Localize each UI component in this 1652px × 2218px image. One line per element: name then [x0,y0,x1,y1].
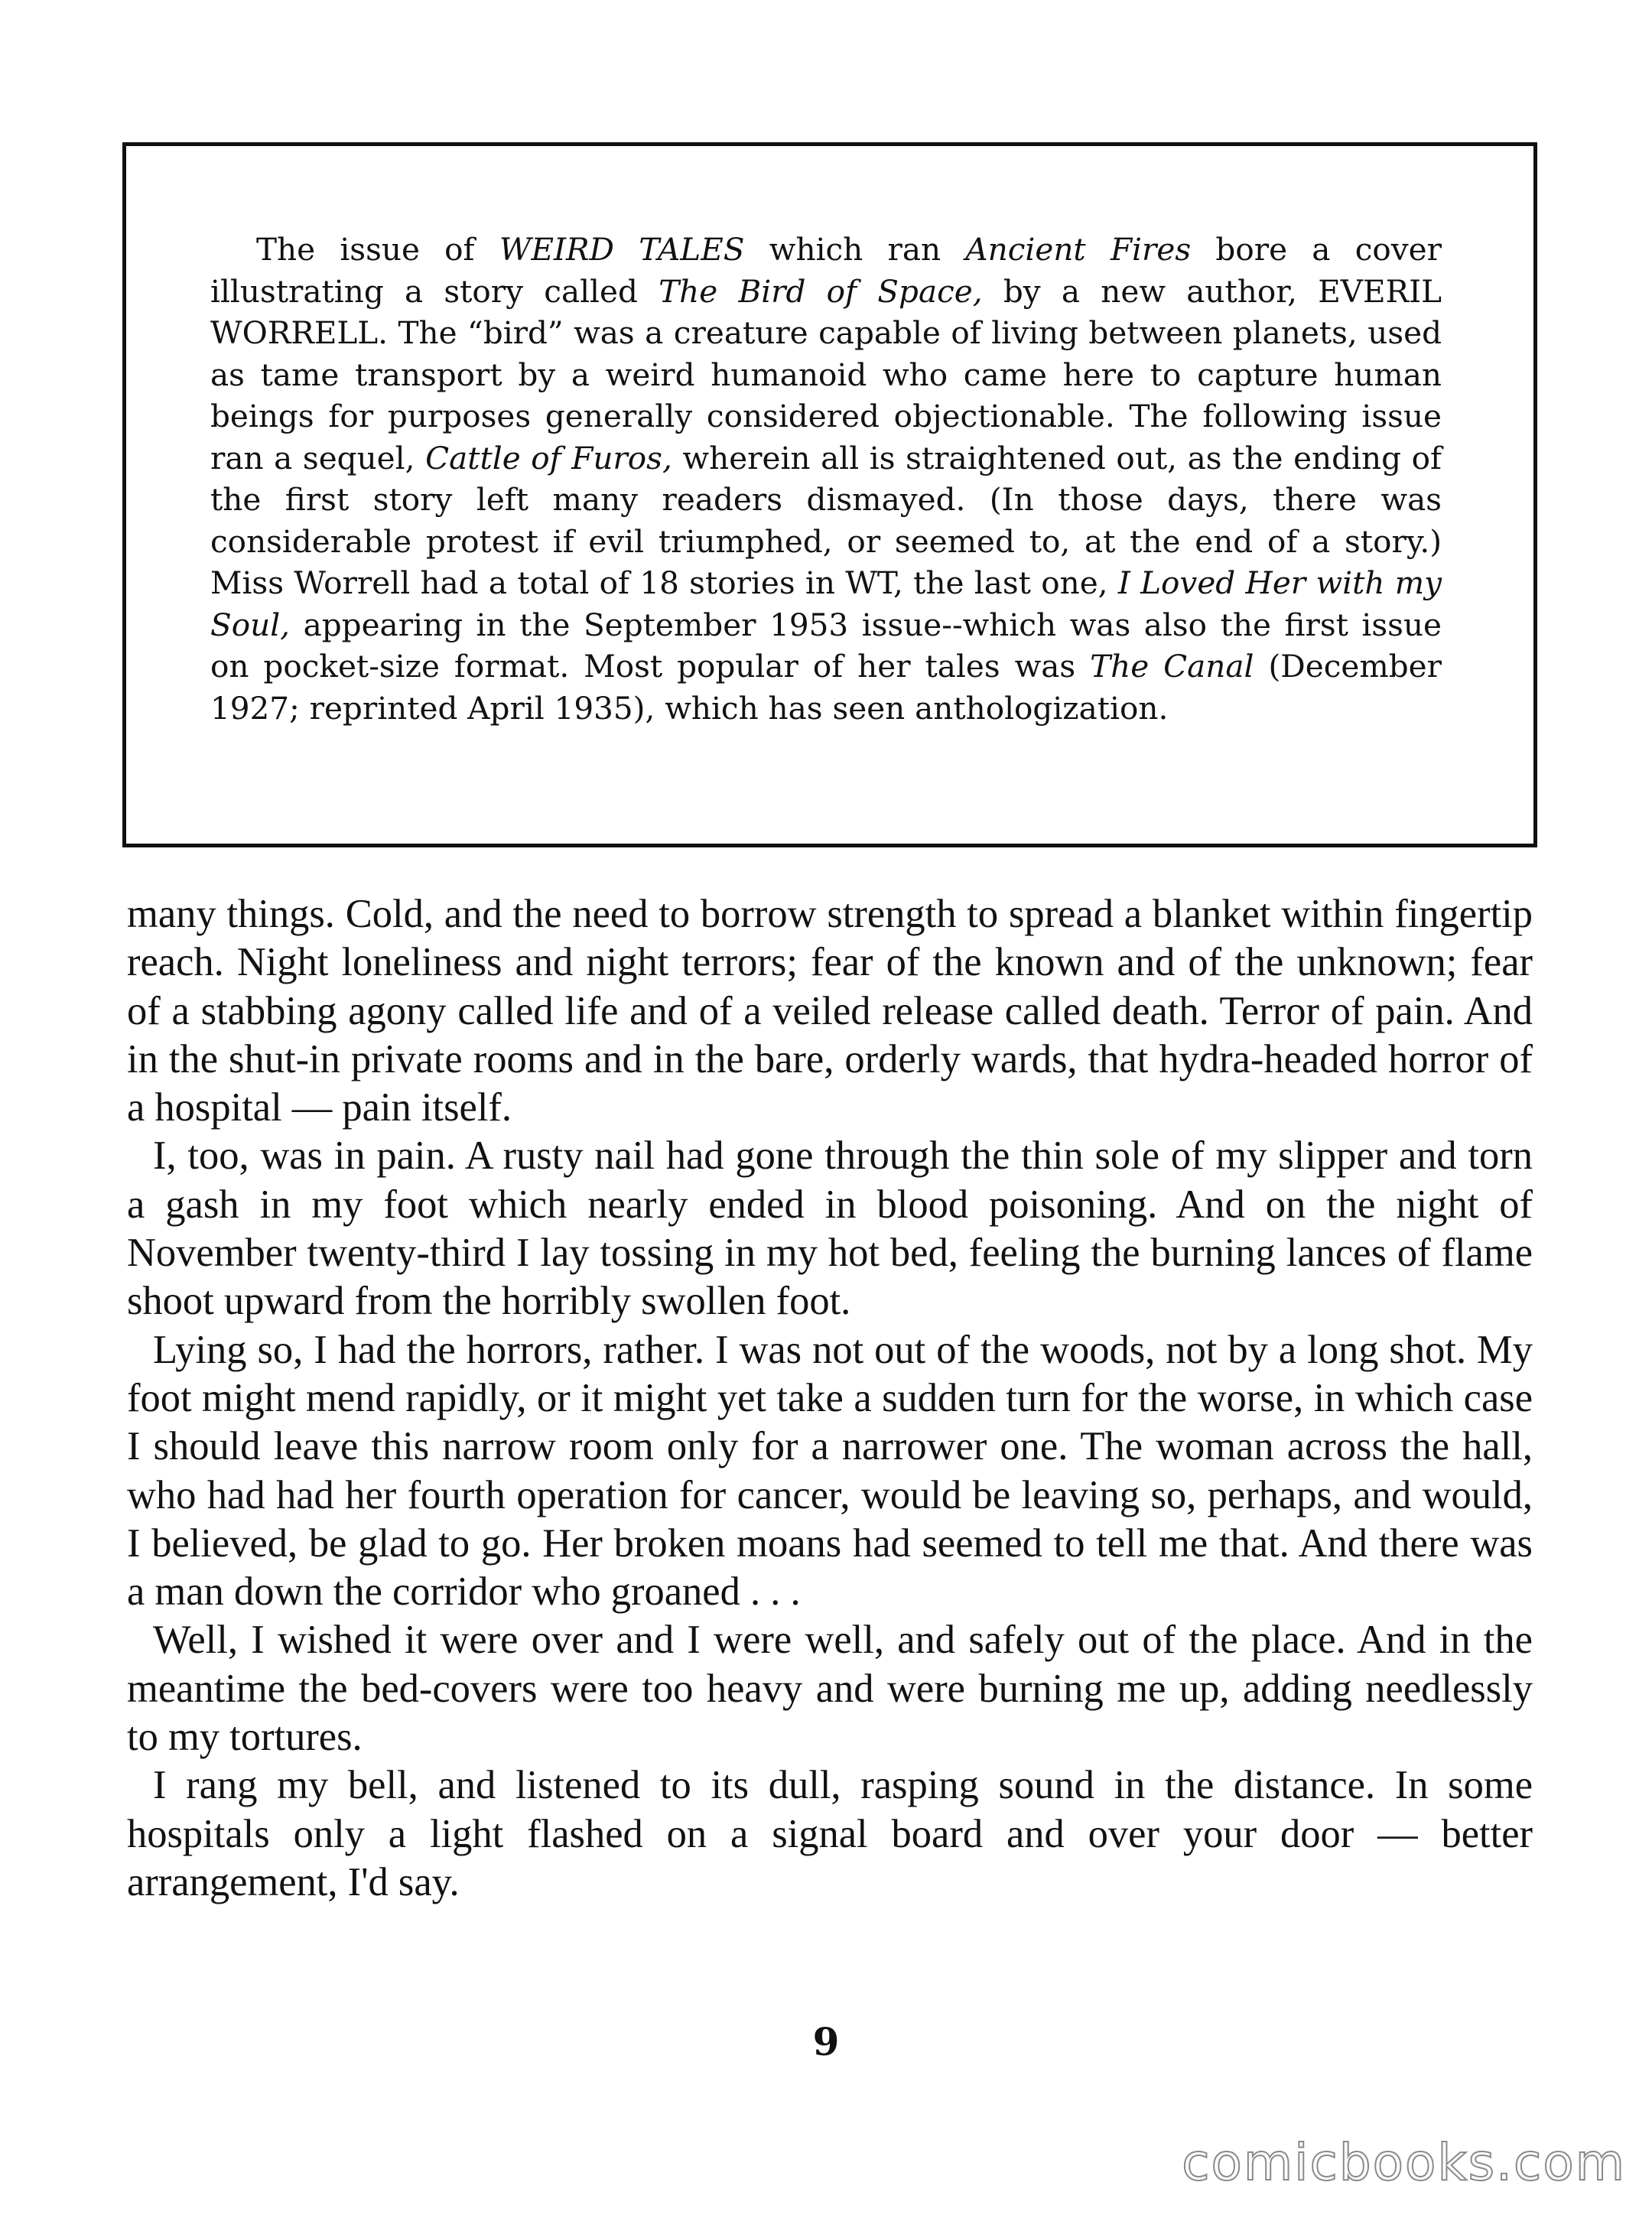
note-text-run: appearing in the September 1953 issue--which was also the first issue on pocket-size format. Most popular of her tales was [210,606,1442,685]
story-title-ancient-fires: Ancient Fires [965,231,1192,268]
note-text-run: bore a cover illustrating a story called [210,231,1442,310]
note-text-run: (December 1927; reprinted April 1935), which has seen anthologization. [210,648,1442,727]
boxed-editorial-note [122,142,1537,847]
magazine-title: WEIRD TALES [499,231,745,268]
story-title-the-canal: The Canal [1090,648,1254,685]
note-text-run: which ran [744,231,966,268]
story-title-bird-of-space: The Bird of Space, [659,272,983,310]
note-text-run: The issue of [256,231,499,268]
site-watermark: comicbooks.com [1182,2133,1626,2192]
note-text-run: by a new author, EVERIL WORRELL. The “bird” was a creature capable of living between planets, used as tame transport by a weird humanoid who came here to capture human beings for purposes generally considered objectionable. The following issue ran a sequel, [210,272,1442,476]
story-paragraph: Lying so, I had the horrors, rather. I was not out of the woods, not by a long shot. My foot might mend rapidly, or it might yet take a sudden turn for the worse, in which case I should leave this narrow room only for a narrower one. The woman across the hall, who had had her fourth operation for cancer, would be leaving so, perhaps, and would, I believed, be glad to go. Her broken moans had seemed to tell me that. And there was a man down the corridor who groaned . . . [127,1327,1533,1615]
story-paragraph: Well, I wished it were over and I were well, and safely out of the place. And in the meantime the bed-covers were too heavy and were burning me up, adding needlessly to my tortures. [127,1618,1533,1760]
note-text-run: wherein all is straightened out, as the ending of the first story left many readers dismayed. (In those days, there was considerable protest if evil triumphed, or seemed to, at the end of a story.) Miss Worrell had a total of 18 stories in WT, the last one, [210,439,1442,601]
page-number: 9 [812,2019,840,2064]
story-title-i-loved-her: I Loved Her with my Soul, [210,564,1442,643]
story-paragraph: many things. Cold, and the need to borrow strength to spread a blanket within fingertip reach. Night loneliness and night terrors; fear of the known and of the unknown; fear of a stabbing agony called life and of a veiled release called death. Terror of pain. And in the shut-in private rooms and in the bare, orderly wards, that hydra-headed horror of a hospital — pain itself. [127,892,1533,1130]
editorial-note-text [210,229,1442,729]
story-title-cattle-of-furos: Cattle of Furos, [425,439,672,476]
story-paragraph: I, too, was in pain. A rusty nail had gone through the thin sole of my slipper and torn a gash in my foot which nearly ended in blood poisoning. And on the night of November twenty-third I lay tossing in my hot bed, feeling the burning lances of flame shoot upward from the horribly swollen foot. [127,1133,1533,1324]
story-body [127,890,1533,1907]
story-paragraph: I rang my bell, and listened to its dull, rasping sound in the distance. In some hospitals only a light flashed on a signal board and over your door — better arrangement, I'd say. [127,1763,1533,1904]
